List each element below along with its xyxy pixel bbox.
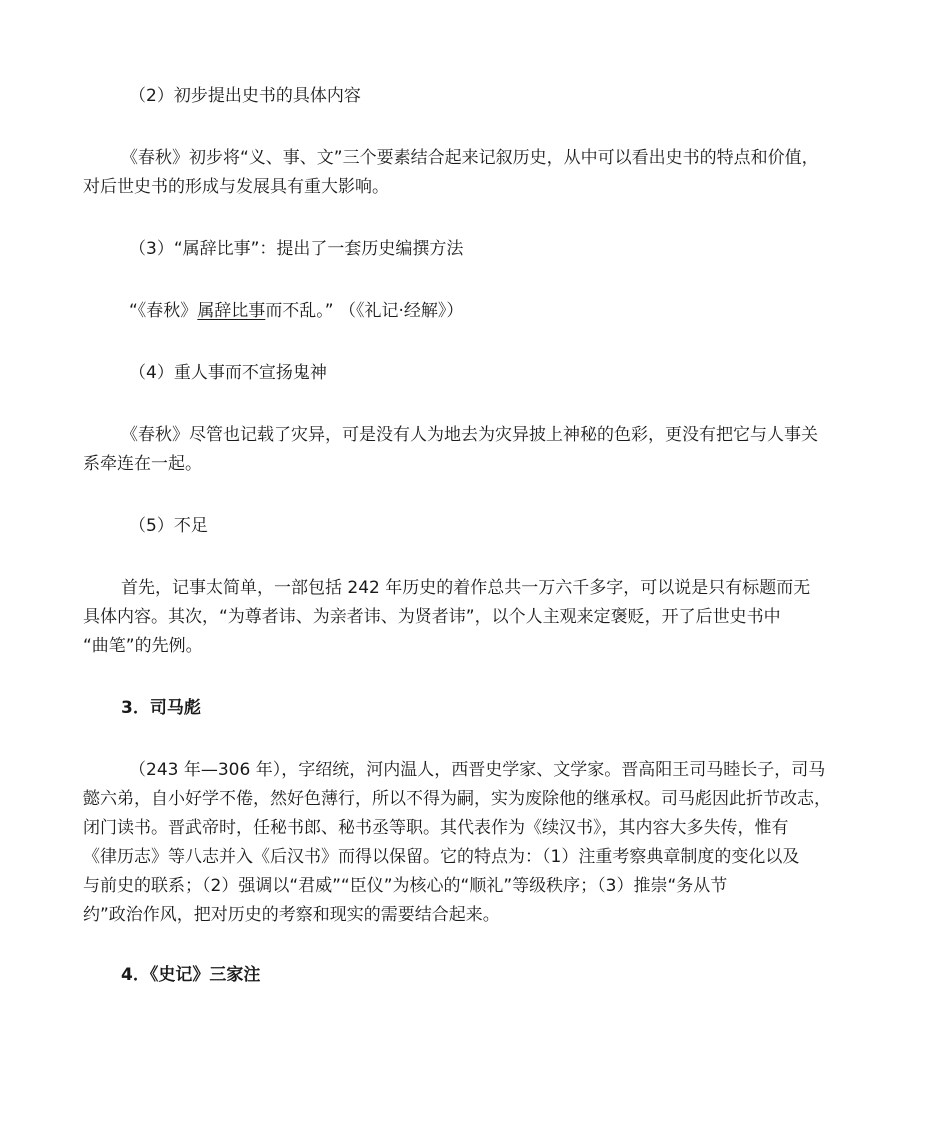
item5-heading: （5）不足 xyxy=(129,516,208,536)
quote-rest: 而不乱。” （《礼记·经解》） xyxy=(265,301,464,321)
paragraph-shortcomings-line3: “曲笔”的先例。 xyxy=(83,636,203,656)
paragraph-shortcomings-line2: 具体内容。其次，“为尊者讳、为亲者讳、为贤者讳”，以个人主观来定褒贬，开了后世史书中 xyxy=(83,607,781,627)
paragraph-disasters-line2: 系牵连在一起。 xyxy=(83,454,202,474)
section3-heading: 3．司马彪 xyxy=(121,698,201,718)
paragraph-simabiao-line1: （243 年—306 年），字绍统，河内温人，西晋史学家、文学家。晋高阳王司马睦长子，司马 xyxy=(129,760,826,780)
section4-heading: 4．《史记》三家注 xyxy=(121,965,261,985)
paragraph-disasters-line1: 《春秋》尽管也记载了灾异，可是没有人为地去为灾异披上神秘的色彩，更没有把它与人事关 xyxy=(121,425,818,445)
quote-term-underlined: 属辞比事 xyxy=(197,301,266,321)
item4-heading: （4）重人事而不宣扬鬼神 xyxy=(129,363,327,383)
paragraph-simabiao-line4: 《律历志》等八志并入《后汉书》而得以保留。它的特点为：（1）注重考察典章制度的变化以及 xyxy=(83,847,800,867)
item3-heading: （3）“属辞比事”：提出了一套历史编撰方法 xyxy=(129,239,464,259)
paragraph-chunqiu-elements-line1: 《春秋》初步将“义、事、文”三个要素结合起来记叙历史，从中可以看出史书的特点和价值， xyxy=(121,148,819,168)
paragraph-chunqiu-elements-line2: 对后世史书的形成与发展具有重大影响。 xyxy=(83,177,389,197)
paragraph-simabiao-line3: 闭门读书。晋武帝时，任秘书郎、秘书丞等职。其代表作为《续汉书》，其内容大多失传，惟有 xyxy=(83,818,789,838)
quote-open: “《春秋》 xyxy=(129,301,198,321)
paragraph-simabiao-line5: 与前史的联系；（2）强调以“君威”“臣仪”为核心的“顺礼”等级秩序；（3）推崇“务从节 xyxy=(83,876,728,896)
paragraph-simabiao-line6: 约”政治作风，把对历史的考察和现实的需要结合起来。 xyxy=(83,905,500,925)
quote-liji-jingjie xyxy=(129,297,914,326)
paragraph-simabiao-line2: 懿六弟，自小好学不倦，然好色薄行，所以不得为嗣，实为废除他的继承权。司马彪因此折节改志， xyxy=(83,789,831,809)
paragraph-shortcomings-line1: 首先，记事太简单，一部包括 242 年历史的着作总共一万六千多字，可以说是只有标题而无 xyxy=(121,578,811,598)
item2-heading: （2）初步提出史书的具体内容 xyxy=(129,86,361,106)
